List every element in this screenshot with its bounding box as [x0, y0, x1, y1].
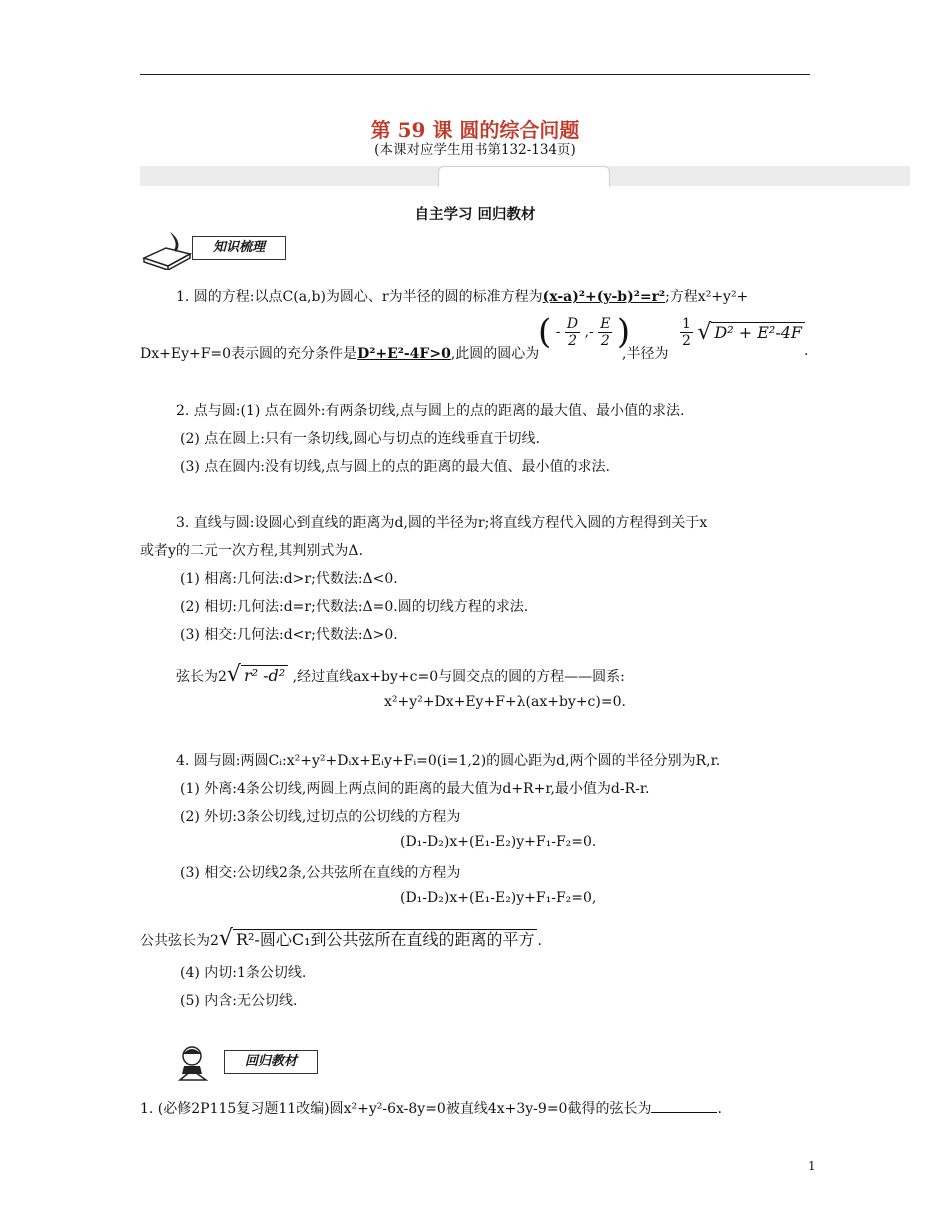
- item1-answer: (x-a)²+(y-b)²=r²: [542, 289, 666, 305]
- item1-text: 1. 圆的方程:以点C(a,b)为圆心、r为半径的圆的标准方程为: [176, 289, 543, 305]
- exercise-period: .: [717, 1101, 722, 1117]
- top-rule: [140, 74, 810, 75]
- exercise-1: [140, 1098, 722, 1118]
- circle-center-expr: ( - $\frac{D}{2}$ ,- $\frac{E}{2}$ ): [538, 312, 631, 352]
- header-tab: [438, 166, 610, 187]
- item4-line4: (3) 相交:公切线2条,公共弦所在直线的方程为: [180, 865, 461, 881]
- item2-line2: (2) 点在圆上:只有一条切线,圆心与切点的连线垂直于切线.: [180, 431, 540, 447]
- center-y-frac: $\frac{E}{2}$: [600, 315, 611, 349]
- item3-chord: [176, 662, 625, 687]
- knowledge-banner: [140, 230, 290, 268]
- center-x-frac: $\frac{D}{2}$: [566, 315, 579, 349]
- item1-line2-start: [140, 343, 539, 363]
- item3-line4: (2) 相切:几何法:d=r;代数法:Δ=0.圆的切线方程的求法.: [180, 599, 529, 615]
- exercise-text: 1. (必修2P115复习题11改编)圆x²+y²-6x-8y=0被直线4x+3y-9=0截得的弦长为: [140, 1101, 652, 1117]
- item3-line5: (3) 相交:几何法:d<r;代数法:Δ>0.: [180, 627, 398, 643]
- banner-label: 回归教材: [224, 1050, 318, 1074]
- radius-radicand: D² + E²-4F: [711, 322, 805, 342]
- radius-label: ,半径为: [622, 346, 669, 362]
- common-chord-eq: (D₁-D₂)x+(E₁-E₂)y+F₁-F₂=0,: [400, 890, 597, 906]
- item4-line6: (5) 内含:无公切线.: [180, 993, 298, 1009]
- item1-text: Dx+Ey+F=0表示圆的充分条件是: [140, 346, 358, 362]
- item3-line1: 3. 直线与圆:设圆心到直线的距离为d,圆的半径为r;将直线方程代入圆的方程得到关于x: [176, 515, 708, 531]
- item4-line3: (2) 外切:3条公切线,过切点的公切线的方程为: [180, 809, 461, 825]
- sqrt-sign: √: [226, 662, 241, 687]
- chord-label: 公共弦长为2: [140, 933, 219, 949]
- item1-end-period: .: [804, 343, 809, 359]
- item4-line2: (1) 外离:4条公切线,两圆上两点间的距离的最大值为d+R+r,最小值为d-R-r.: [180, 781, 650, 797]
- sqrt-sign: √: [218, 926, 233, 951]
- chord-text: ,经过直线ax+by+c=0与圆交点的圆的方程——圆系:: [292, 669, 625, 685]
- banner-label: 知识梳理: [192, 236, 286, 260]
- item1-text-end: ;方程x²+y²+: [665, 289, 749, 305]
- common-chord-length: [140, 926, 542, 951]
- item4-line1: 4. 圆与圆:两圆Cᵢ:x²+y²+Dᵢx+Eᵢy+Fᵢ=0(i=1,2)的圆心距为d,两个圆的半径分别为R,r.: [176, 753, 721, 769]
- item1-line1: [176, 286, 748, 306]
- sqrt-sign: √: [697, 320, 712, 345]
- textbook-banner: [172, 1044, 322, 1082]
- item4-line5: (4) 内切:1条公切线.: [180, 965, 307, 981]
- paren-right: ): [616, 312, 631, 352]
- item3-line3: (1) 相离:几何法:d>r;代数法:Δ<0.: [180, 571, 398, 587]
- section-heading: 自主学习 回归教材: [414, 206, 536, 223]
- student-reading-icon: [172, 1044, 232, 1084]
- item1-condition: D²+E²-4F>0: [357, 346, 451, 362]
- circle-family-eq: x²+y²+Dx+Ey+F+λ(ax+by+c)=0.: [384, 694, 626, 710]
- lesson-subtitle: (本课对应学生用书第132-134页): [374, 142, 576, 158]
- item2-line1: 2. 点与圆:(1) 点在圆外:有两条切线,点与圆上的点的距离的最大值、最小值的求法.: [176, 403, 685, 419]
- answer-blank[interactable]: [651, 1098, 717, 1113]
- item3-line2: 或者y的二元一次方程,其判别式为Δ.: [140, 543, 363, 559]
- radius-expr: [680, 316, 805, 349]
- half-frac: $\frac{1}{2}$: [682, 316, 691, 349]
- page-number: 1: [808, 1159, 816, 1173]
- tangent-line-eq: (D₁-D₂)x+(E₁-E₂)y+F₁-F₂=0.: [400, 834, 597, 850]
- lesson-title: 第 59 课 圆的综合问题: [370, 118, 580, 142]
- chord-radicand: R²-圆心C₁到公共弦所在直线的距离的平方: [233, 929, 538, 949]
- item2-line3: (3) 点在圆内:没有切线,点与圆上的点的距离的最大值、最小值的求法.: [180, 459, 610, 475]
- book-pen-icon: [140, 230, 200, 270]
- chord-radicand: r² -d²: [241, 665, 288, 685]
- chord-period: .: [537, 933, 542, 949]
- paren-left: (: [538, 312, 552, 352]
- item1-text: ,此圆的圆心为: [450, 346, 540, 362]
- chord-label: 弦长为2: [176, 669, 227, 685]
